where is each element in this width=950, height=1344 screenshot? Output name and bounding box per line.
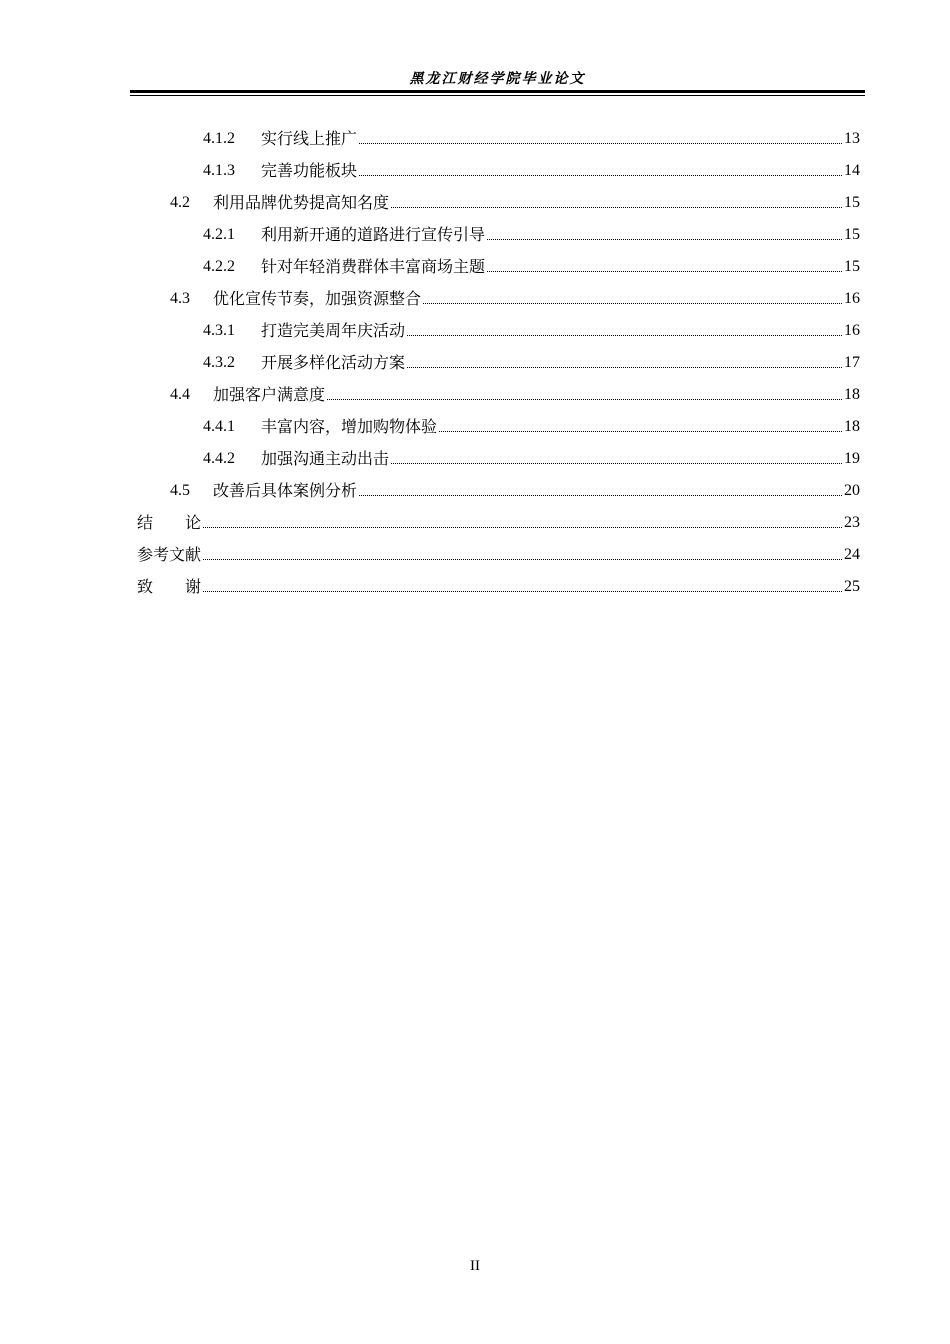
toc-entry-label: 完善功能板块 bbox=[261, 161, 358, 180]
toc-entry-4-3[interactable] bbox=[170, 277, 860, 309]
toc-entry-page: 24 bbox=[844, 546, 860, 563]
toc-entry-4-2-1[interactable] bbox=[203, 213, 860, 245]
toc-entry-4-4[interactable] bbox=[170, 373, 860, 405]
toc-leader-dots bbox=[359, 495, 842, 496]
toc-entry-number: 4.3.1 bbox=[203, 322, 235, 339]
toc-entry-4-4-1[interactable] bbox=[203, 405, 860, 437]
toc-entry-page: 25 bbox=[844, 578, 860, 595]
toc-leader-dots bbox=[407, 367, 842, 368]
toc-leader-dots bbox=[391, 207, 842, 208]
toc-leader-dots bbox=[487, 239, 842, 240]
toc-entry-page: 15 bbox=[844, 194, 860, 211]
toc-leader-dots bbox=[407, 335, 842, 336]
toc-entry-number: 4.3.2 bbox=[203, 354, 235, 371]
toc-entry-number: 4.3 bbox=[170, 290, 190, 307]
toc-entry-4-3-1[interactable] bbox=[203, 309, 860, 341]
toc-entry-number: 4.4 bbox=[170, 386, 190, 403]
toc-entry-number: 4.5 bbox=[170, 482, 190, 499]
toc-entry-label: 参考文献 bbox=[137, 545, 202, 564]
toc-entry-references[interactable] bbox=[137, 533, 860, 565]
toc-entry-label: 致 谢 bbox=[137, 577, 202, 596]
toc-entry-number: 4.2 bbox=[170, 194, 190, 211]
header-rule-thick bbox=[130, 90, 865, 93]
toc-entry-page: 14 bbox=[844, 162, 860, 179]
toc-leader-dots bbox=[391, 463, 842, 464]
toc-entry-label: 优化宣传节奏，加强资源整合 bbox=[213, 289, 422, 308]
toc-entry-4-1-3[interactable] bbox=[203, 149, 860, 181]
toc-entry-page: 23 bbox=[844, 514, 860, 531]
toc-entry-number: 4.2.1 bbox=[203, 226, 235, 243]
toc-leader-dots bbox=[203, 591, 842, 592]
toc-entry-4-3-2[interactable] bbox=[203, 341, 860, 373]
toc-entry-4-2-2[interactable] bbox=[203, 245, 860, 277]
toc-entry-label: 实行线上推广 bbox=[261, 129, 358, 148]
toc-entry-page: 16 bbox=[844, 322, 860, 339]
toc-entry-page: 15 bbox=[844, 258, 860, 275]
toc-entry-label: 开展多样化活动方案 bbox=[261, 353, 406, 372]
toc-entry-label: 丰富内容，增加购物体验 bbox=[261, 417, 438, 436]
toc-entry-label: 加强客户满意度 bbox=[213, 385, 326, 404]
toc-entry-page: 19 bbox=[844, 450, 860, 467]
toc-entry-page: 18 bbox=[844, 386, 860, 403]
toc-entry-4-5[interactable] bbox=[170, 469, 860, 501]
toc-entry-page: 16 bbox=[844, 290, 860, 307]
toc-entry-label: 结 论 bbox=[137, 513, 202, 532]
toc-leader-dots bbox=[327, 399, 842, 400]
toc-entry-conclusion[interactable] bbox=[137, 501, 860, 533]
toc-leader-dots bbox=[203, 559, 842, 560]
toc-leader-dots bbox=[439, 431, 842, 432]
toc-entry-number: 4.4.2 bbox=[203, 450, 235, 467]
page-number: II bbox=[470, 1258, 480, 1274]
toc-entry-4-1-2[interactable] bbox=[203, 117, 860, 149]
toc-leader-dots bbox=[203, 527, 842, 528]
toc-entry-acknowledgements[interactable] bbox=[137, 565, 860, 597]
header-title: 黑龙江财经学院毕业论文 bbox=[409, 71, 586, 87]
toc-entry-label: 加强沟通主动出击 bbox=[261, 449, 390, 468]
toc-entry-page: 15 bbox=[844, 226, 860, 243]
toc-entry-page: 17 bbox=[844, 354, 860, 371]
toc-entry-page: 13 bbox=[844, 130, 860, 147]
toc-entry-label: 改善后具体案例分析 bbox=[213, 481, 358, 500]
toc-entry-page: 20 bbox=[844, 482, 860, 499]
toc-leader-dots bbox=[423, 303, 842, 304]
toc-entry-label: 利用品牌优势提高知名度 bbox=[213, 193, 390, 212]
toc-entry-number: 4.1.3 bbox=[203, 162, 235, 179]
toc-leader-dots bbox=[487, 271, 842, 272]
toc-entry-label: 针对年轻消费群体丰富商场主题 bbox=[261, 257, 486, 276]
toc-entry-number: 4.1.2 bbox=[203, 130, 235, 147]
toc-leader-dots bbox=[359, 175, 842, 176]
header-rule-thin bbox=[130, 95, 865, 96]
toc-entry-number: 4.2.2 bbox=[203, 258, 235, 275]
toc-entry-4-4-2[interactable] bbox=[203, 437, 860, 469]
toc-entry-label: 利用新开通的道路进行宣传引导 bbox=[261, 225, 486, 244]
toc-entry-page: 18 bbox=[844, 418, 860, 435]
toc-entry-4-2[interactable] bbox=[170, 181, 860, 213]
toc-entry-number: 4.4.1 bbox=[203, 418, 235, 435]
toc-entry-label: 打造完美周年庆活动 bbox=[261, 321, 406, 340]
toc-leader-dots bbox=[359, 143, 842, 144]
